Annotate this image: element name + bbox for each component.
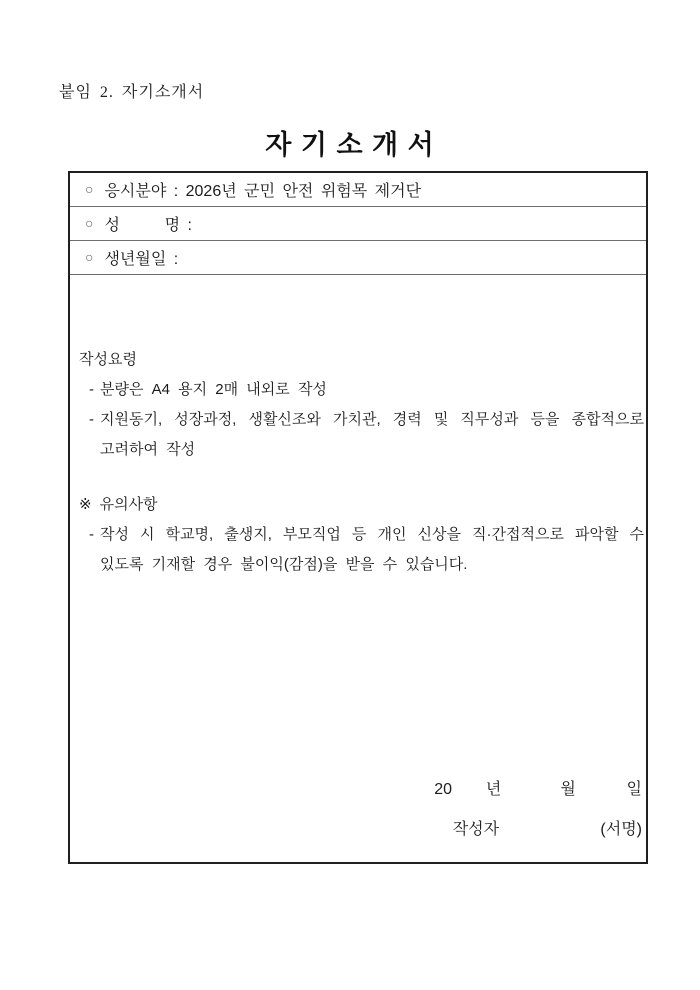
application-field-text: 응시분야 : 2026년 군민 안전 위험목 제거단 bbox=[104, 183, 422, 200]
signature-section bbox=[79, 775, 644, 845]
guideline-text: 지원동기, 성장과정, 생활신조와 가치관, 경력 및 직무성과 등을 종합적으로 bbox=[100, 411, 644, 428]
form-row-name bbox=[70, 207, 646, 241]
dash-bullet-icon: - bbox=[89, 526, 94, 543]
reference-mark-icon: ※ bbox=[79, 496, 92, 513]
form-body-cell bbox=[70, 275, 646, 862]
guideline-text-continuation: 고려하여 작성 bbox=[100, 441, 196, 458]
circle-bullet-icon: ○ bbox=[85, 214, 94, 231]
dash-bullet-icon: - bbox=[89, 381, 94, 398]
notice-section bbox=[79, 490, 644, 580]
attachment-label: 붙임 2. 자기소개서 bbox=[59, 84, 205, 101]
writing-guidelines-section bbox=[79, 345, 644, 465]
birthdate-field-text: 생년월일 : bbox=[104, 251, 179, 268]
form-row-birthdate bbox=[70, 241, 646, 275]
form-row-application-field bbox=[70, 173, 646, 207]
notice-heading-row bbox=[79, 490, 644, 520]
dash-bullet-icon: - bbox=[89, 411, 94, 428]
name-field-text: 성 명 : bbox=[104, 217, 192, 234]
self-introduction-form-table bbox=[68, 171, 648, 864]
guideline-item-content bbox=[79, 405, 644, 435]
signature-writer-line: 작성자 (서명) bbox=[452, 821, 642, 838]
notice-item-privacy bbox=[79, 520, 644, 550]
signature-date-line: 20 년 월 일 bbox=[434, 781, 642, 798]
notice-heading: 유의사항 bbox=[99, 496, 158, 513]
guideline-text: 분량은 A4 용지 2매 내외로 작성 bbox=[100, 381, 327, 398]
page-title: 자 기 소 개 서 bbox=[265, 130, 435, 160]
notice-text-continuation: 있도록 기재할 경우 불이익(감점)을 받을 수 있습니다. bbox=[100, 556, 468, 573]
guidelines-heading: 작성요령 bbox=[79, 351, 137, 368]
notice-text: 작성 시 학교명, 출생지, 부모직업 등 개인 신상을 직·간접적으로 파악할 수 bbox=[100, 526, 644, 543]
circle-bullet-icon: ○ bbox=[85, 180, 94, 197]
circle-bullet-icon: ○ bbox=[85, 248, 94, 265]
guideline-item-length bbox=[79, 375, 644, 405]
